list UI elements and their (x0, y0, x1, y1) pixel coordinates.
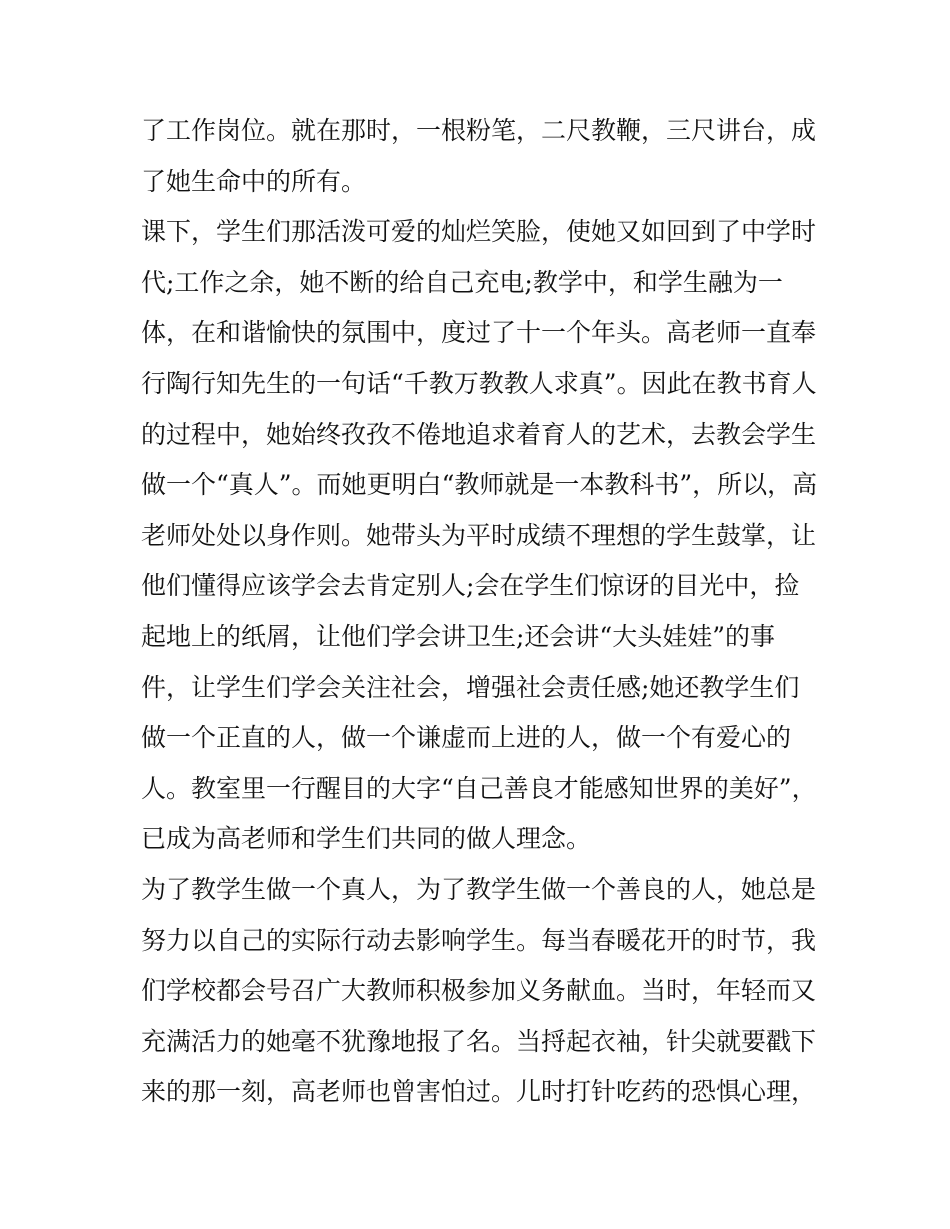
text-line-5: 体，在和谐愉快的氛围中，度过了十一个年头。高老师一直奉 (141, 318, 817, 348)
text-line-17: 努力以自己的实际行动去影响学生。每当春暖花开的时节，我 (141, 925, 817, 955)
text-line-14: 人。教室里一行醒目的大字“自己善良才能感知世界的美好”， (141, 773, 817, 803)
text-line-4: 代;工作之余，她不断的给自己充电;教学中，和学生融为一 (141, 267, 783, 297)
text-line-20: 来的那一刻，高老师也曾害怕过。儿时打针吃药的恐惧心理， (141, 1077, 817, 1107)
text-line-1: 了工作岗位。就在那时，一根粉笔，二尺教鞭，三尺讲台，成 (141, 116, 817, 145)
text-line-3: 课下，学生们那活泼可爱的灿烂笑脸，使她又如回到了中学时 (141, 217, 817, 247)
text-line-19: 充满活力的她毫不犹豫地报了名。当捋起衣袖，针尖就要戳下 (141, 1026, 817, 1056)
text-line-16: 为了教学生做一个真人，为了教学生做一个善良的人，她总是 (141, 874, 817, 904)
text-line-18: 们学校都会号召广大教师积极参加义务献血。当时，年轻而又 (141, 976, 817, 1006)
text-line-9: 老师处处以身作则。她带头为平时成绩不理想的学生鼓掌，让 (141, 520, 817, 550)
text-line-15: 已成为高老师和学生们共同的做人理念。 (141, 824, 592, 854)
body-text (141, 106, 821, 1118)
text-line-7: 的过程中，她始终孜孜不倦地追求着育人的艺术，去教会学生 (141, 419, 817, 449)
text-line-11: 起地上的纸屑，让他们学会讲卫生;还会讲“大头娃娃”的事 (141, 621, 775, 651)
text-line-12: 件，让学生们学会关注社会，增强社会责任感;她还教学生们 (141, 672, 800, 702)
text-line-13: 做一个正直的人，做一个谦虚而上进的人，做一个有爱心的 (141, 723, 792, 753)
text-line-2: 了她生命中的所有。 (141, 166, 367, 196)
text-line-8: 做一个“真人”。而她更明白“教师就是一本教科书”，所以，高 (141, 470, 818, 500)
text-line-10: 他们懂得应该学会去肯定别人;会在学生们惊讶的目光中，捡 (141, 571, 800, 601)
text-line-6: 行陶行知先生的一句话“千教万教教人求真”。因此在教书育人 (141, 368, 817, 398)
